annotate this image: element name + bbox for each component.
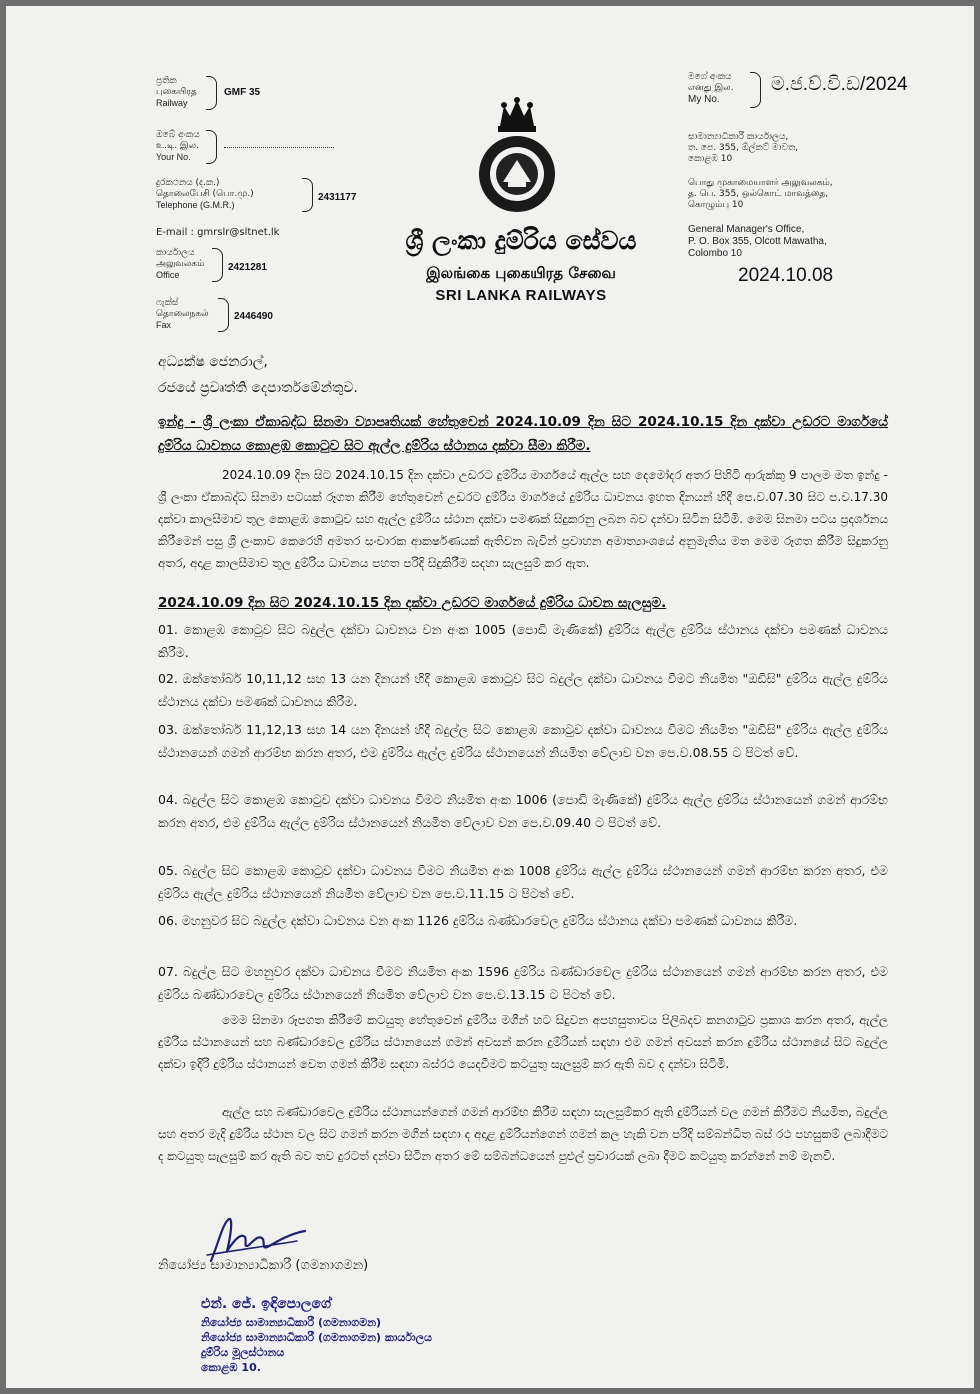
- my-no-value: ම.ජ.ව්.වි.ඩ/2024: [771, 74, 908, 95]
- signatory-title: නියෝජ්‍ය සාමාන්‍යාධිකාරී (ගමනාගමන): [158, 1258, 369, 1273]
- list-item: 02. ඔක්තෝබර් 10,11,12 සහ 13 යන දිනයන් හිදී කොළඹ කොටුව සිට බදුල්ල දක්වා ධාවනය වීමට නියමිත "ඔඩිසි" දුම්රිය ඇල්ල දුම්රිය ස්ථානය දක්වා පමණක් ධාවනය කිරීම.: [158, 671, 888, 709]
- office-label-ta: அலுவலகம்: [156, 259, 205, 269]
- official-stamp-line: නියෝජ්‍ය සාමාන්‍යාධිකාරී (ගමනාගමන) කාර්යාලය: [201, 1331, 432, 1344]
- addressee-line-1: අධ්‍යක්ෂ ජෙනරාල්,: [158, 354, 268, 370]
- address-sinhala: [688, 132, 798, 165]
- address-ta-line: கொழும்பு 10: [688, 200, 744, 210]
- ref-label-en: Railway: [156, 98, 188, 108]
- fax-label-en: Fax: [156, 320, 172, 330]
- official-stamp-line: කොළඹ 10.: [201, 1361, 261, 1374]
- telephone-label: [156, 178, 254, 211]
- title-english: SRI LANKA RAILWAYS: [435, 287, 607, 304]
- telephone-label-si: දුරකථනය (ද.ක.): [156, 178, 220, 188]
- ref-label-ta: புகையிரத: [156, 87, 197, 97]
- address-ta-line: த. பெ. 355, ஒல்கொட் மாவத்தை,: [688, 189, 829, 199]
- railway-ref-value: GMF 35: [224, 87, 261, 98]
- brace: [302, 178, 313, 212]
- brace: [206, 130, 217, 164]
- list-item: 06. මහනුවර සිට බදුල්ල දක්වා ධාවනය වන අංක 1126 දුම්රිය බණ්ඩාරවෙල දුම්රිය ස්ථානය දක්වා පමණක් ධාවනය කිරීම.: [158, 913, 798, 928]
- official-stamp-name: එන්. ජේ. ඉඳිපොලගේ: [201, 1296, 331, 1312]
- address-si-line: ත. පෙ. 355, ඕල්කට් මාවත,: [688, 143, 799, 153]
- your-no-label-ta: உ.டி. இல.: [156, 141, 199, 151]
- address-en-line: General Manager's Office,: [688, 224, 805, 235]
- office-label: [156, 248, 204, 281]
- closing-paragraph-1: මෙම සිනමා රූපගත කිරීමේ කටයුතු හේතුවෙන් දුම්රිය මගීන් හට සිදුවන අපහසුතාවය පිලිබදව කනගාටුව ප්‍රකාශ කරන අතර, ඇල්ල දුම්රිය ස්ථානයෙන් සහ බණ්ඩාරවෙල දුම්රිය ස්ථානයෙන් ගමන් අවසන් කරන දුම්රියන් සඳහා එම ගමන් අවසන් කරන දුම්රිය ස්ථානයේ සිට බදුල්ල දක්වා ඉදිරි දුම්රිය ස්ථානයන් වෙත ගමන් කිරීම සඳහා බස්රථ යෙදවීමට කටයුතු සැලසුම් කර ඇති බව ද දන්වා සිටිමි.: [158, 1013, 888, 1071]
- my-no-label-ta: எனது இல.: [688, 83, 734, 93]
- office-label-si: කාර්යාලය: [156, 248, 195, 258]
- brace: [206, 76, 217, 110]
- email: E-mail : gmrslr@sltnet.lk: [156, 227, 280, 238]
- your-no-blank: [224, 147, 334, 148]
- your-no-label: [156, 130, 200, 163]
- list-item: 03. ඔක්තෝබර් 11,12,13 සහ 14 යන දිනයන් හිදී බදුල්ල සිට කොළඹ කොටුව දක්වා ධාවනය වීමට නියමිත "ඔඩිසි" දුම්රිය ඇල්ල දුම්රිය ස්ථානයෙන් ගමන් ආරම්භ කරන අතර, එම දුම්රිය ඇල්ල දුම්රිය ස්ථානයෙන් නියමිත වේලාව වන පෙ.ව.08.55 ට පිටත් වේ.: [158, 722, 888, 760]
- list-item: 01. කොළඹ කොටුව සිට බදුල්ල දක්වා ධාවනය වන අංක 1005 (පොඩි මැණිකේ) දුම්රිය ඇල්ල දුම්රිය ස්ථානය දක්වා පමණක් ධාවනය කිරීම.: [158, 622, 888, 660]
- fax-label-ta: தொலைநகல்: [156, 309, 209, 319]
- my-no-label: [688, 72, 734, 105]
- title-sinhala: ශ්‍රී ලංකා දුම්රිය සේවය: [405, 226, 637, 255]
- railway-ref-label: [156, 76, 197, 109]
- addressee-line-2: රජයේ ප්‍රවෘත්ති දෙපාර්තමේන්තුව.: [158, 380, 358, 396]
- official-stamp-line: දුම්රිය මූලස්ථානය: [201, 1346, 285, 1359]
- my-no-label-si: මගේ අංකය: [688, 72, 732, 82]
- list-item: 07. බදුල්ල සිට මහනුවර දක්වා ධාවනය වීමට නියමිත අංක 1596 දුම්රිය බණ්ඩාරවෙල දුම්රිය ස්ථානයෙන් ගමන් ආරම්භ කරන අතර, එම දුම්රිය බණ්ඩාරවෙල දුම්රිය ස්ථානයෙන් නියමිත වේලාව වන පෙ.ව.13.15 ට පිටත් වේ.: [158, 964, 888, 1002]
- letter-date: 2024.10.08: [738, 265, 834, 286]
- fax-label: [156, 298, 209, 331]
- closing-paragraph-2: ඇල්ල සහ බණ්ඩාරවෙල දුම්රිය ස්ථානයන්ගෙන් ගමන් ආරම්භ කිරීම සඳහා සැලසුම්කර ඇති දුම්රියන් වල ගමන් කිරීමට නියමිත, බදුල්ල සහ අතර මැදි දුම්රිය ස්ථාන වල සිට ගමන් කරන මගීන් සඳහා ද අදාළ දුම්රියන්ගෙන් ගමන් කල හැකි වන පරිදි සම්බන්ධිත බස් රථ පහසුකම් ලබාදීමට ද කටයුතු සැලසුම් කර ඇති බව තව දුරටත් දන්වා සිටින අතර මේ සම්බන්ධයෙන් පුළුල් ප්‍රචාරයක් ලබා දීමට කටයුතු කරන්නේ නම් මැනවි.: [158, 1105, 888, 1163]
- office-value: 2421281: [228, 262, 267, 273]
- brace: [218, 298, 229, 332]
- brace: [750, 72, 761, 108]
- fax-label-si: ෆැක්ස්: [156, 298, 179, 308]
- telephone-label-en: Telephone (G.M.R.): [156, 200, 235, 210]
- my-no-label-en: My No.: [688, 94, 720, 105]
- letter-sheet: [6, 6, 974, 1388]
- railway-emblem-icon: [470, 96, 564, 214]
- ref-label-si: ප්‍රතික: [156, 76, 177, 86]
- address-en-line: Colombo 10: [688, 248, 742, 259]
- telephone-label-ta: தொலைபேசி (பொ.மு.): [156, 189, 254, 199]
- official-stamp-line: නියෝජ්‍ය සාමාන්‍යාධිකාරී (ගමනාගමන): [201, 1316, 382, 1329]
- address-tamil: [688, 178, 833, 211]
- address-en-line: P. O. Box 355, Olcott Mawatha,: [688, 236, 827, 247]
- list-item: 05. බදුල්ල සිට කොළඹ කොටුව දක්වා ධාවනය වීමට නියමිත අංක 1008 දුම්රිය ඇල්ල දුම්රිය ස්ථානයෙන් ගමන් ආරම්භ කරන අතර, එම දුම්රිය ඇල්ල දුම්රිය ස්ථානයෙන් නියමිත වේලාව වන පෙ.ව.11.15 ට පිටත් වේ.: [158, 863, 888, 901]
- address-si-line: සාමාන්‍යාධිකාරී කාර්යාලය,: [688, 132, 789, 142]
- section-title: 2024.10.09 දින සිට 2024.10.15 දින දක්වා උඩරට මාර්ගයේ දුම්රිය ධාවන සැලසුම.: [158, 595, 667, 611]
- fax-value: 2446490: [234, 311, 273, 322]
- your-no-label-si: ඔබේ අංකය: [156, 130, 200, 140]
- subject-heading: ඉන්දු - ශ්‍රී ලංකා ඒකාබද්ධ සිනමා ව්‍යාපෘතියක් හේතුවෙන් 2024.10.09 දින සිට 2024.10.15 දින දක්වා උඩරට මාර්ගයේ දුම්රිය ධාවනය කොළඹ කොටුව සිට ඇල්ල දුම්රිය ස්ථානය දක්වා සීමා කිරීම.: [158, 414, 888, 454]
- your-no-label-en: Your No.: [156, 152, 191, 162]
- list-item: 04. බදුල්ල සිට කොළඹ කොටුව දක්වා ධාවනය වීමට නියමිත අංක 1006 (පොඩි මැණිකේ) දුම්රිය ඇල්ල දුම්රිය ස්ථානයෙන් ගමන් ආරම්භ කරන අතර, එම දුම්රිය ඇල්ල දුම්රිය ස්ථානයෙන් නියමිත වේලාව වන පෙ.ව.09.40 ට පිටත් වේ.: [158, 792, 888, 830]
- title-tamil: இலங்கை புகையிரத சேவை: [426, 264, 616, 282]
- telephone-value: 2431177: [318, 192, 357, 203]
- address-ta-line: பொது முகாமையாளர் அலுவலகம்,: [688, 178, 833, 188]
- address-english: [688, 224, 827, 260]
- address-si-line: කොළඹ 10: [688, 154, 733, 164]
- intro-paragraph: 2024.10.09 දින සිට 2024.10.15 දින දක්වා උඩරට දුම්රිය මාර්ගයේ ඇල්ල සහ දෙමෝදර අතර පිහිටි ආරුක්කු 9 පාලම මත ඉන්දු - ශ්‍රී ලංකා ඒකාබද්ධ සිනමා පටයක් රූගත කිරීම හේතුවෙන් උඩරට දුම්රිය මාර්ගයේ දුම්රිය ධාවනය ඉහත දිනයන් හිදී පෙ.ව.07.30 සිට ප.ව.17.30 දක්වා කාලසීමාව තුල කොළඹ කොටුව සහ ඇල්ල දුම්රිය ස්ථාන දක්වා පමණක් සිදුකරනු ලබන බව දන්වා සිටින සිටිමි. මෙම සිනමා පටය ප්‍රදර්ශනය කිරීමෙන් පසු ශ්‍රී ලංකාව කෙරෙහි අමතර සංචාරක ආකර්ෂණයක් ඇතිවන බැවින් ප්‍රවාහන අමාත්‍යාංශයේ අනුමැතිය මත මෙම රූගත කිරීම සිදුකරනු අතර, අදාළ කාලසීමාව තුල දුම්රිය ධාවනය පහත පරිදි සිදුකිරීම සදහා සැලසුම් කර ඇත.: [158, 468, 888, 570]
- brace: [212, 248, 223, 282]
- office-label-en: Office: [156, 270, 180, 280]
